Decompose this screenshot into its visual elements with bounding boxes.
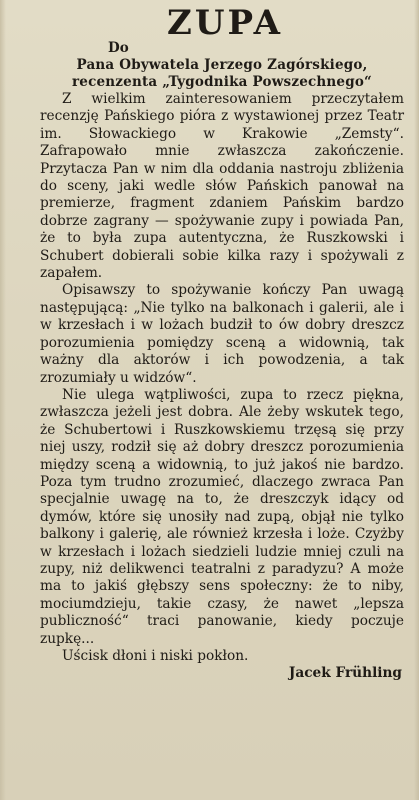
page-edge-left xyxy=(0,0,6,800)
salutation-addressee: Pana Obywatela Jerzego Zagórskiego, xyxy=(76,57,368,73)
article-title: ZUPA xyxy=(167,3,283,43)
salutation-role: recenzenta „Tygodnika Powszechnego“ xyxy=(71,74,373,90)
salutation-do: Do xyxy=(108,40,129,56)
page-edge-right xyxy=(414,0,419,800)
salutation xyxy=(40,40,404,91)
paragraph-2: Opisawszy to spożywanie kończy Pan uwagą następującą: „Nie tylko na balkonach i galerii, ale i w krzesłach i w lożach budził to ów dobry dreszcz porozumienia pomiędzy sceną a widownią, tak ważny dla aktorów i ich powodzenia, a tak zrozumiały u widzów“. xyxy=(40,282,404,386)
closing-line: Uścisk dłoni i niski pokłon. xyxy=(62,648,249,664)
article xyxy=(40,4,404,683)
paragraph-1: Z wielkim zainteresowaniem przeczytałem recenzję Pańskiego pióra z wystawionej przez Teatr im. Słowackiego w Krakowie „Zemsty“. Zafrapowało mnie zwłaszcza zakończenie. Przytacza Pan w nim dla oddania nastroju zbliżenia do sceny, jaki wedle słów Pańskich panował na premierze, fragment zdaniem Pańskim bardzo dobrze zagrany — spożywanie zupy i powiada Pan, że to była zupa autentyczna, że Ruszkowski i Schubert dobierali sobie kilka razy i spożywali z zapałem. xyxy=(40,91,404,282)
paragraph-3: Nie ulega wątpliwości, zupa to rzecz piękna, zwłaszcza jeżeli jest dobra. Ale żeby wskutek tego, że Schubertowi i Ruszkowskiemu trzęsą się przy niej uszy, rodził się aż dobry dreszcz porozumienia między sceną a widownią, to już jakoś nie bardzo. Poza tym trudno zrozumieć, dlaczego zwraca Pan specjalnie uwagę na to, że dreszczyk idący od dymów, które się unosiły nad zupą, objął nie tylko balkony i galerię, ale również krzesła i loże. Czyżby w krzesłach i lożach siedzieli ludzie mniej czuli na zupy, niż delikwenci teatralni z paradyzu? A może ma to jakiś głębszy sens społeczny: że to niby, mociumdzieju, takie czasy, że nawet „lepsza publiczność“ traci panowanie, kiedy poczuje zupkę... xyxy=(40,386,404,647)
article-body xyxy=(40,91,404,648)
author-signature: Jacek Frühling xyxy=(288,665,402,682)
